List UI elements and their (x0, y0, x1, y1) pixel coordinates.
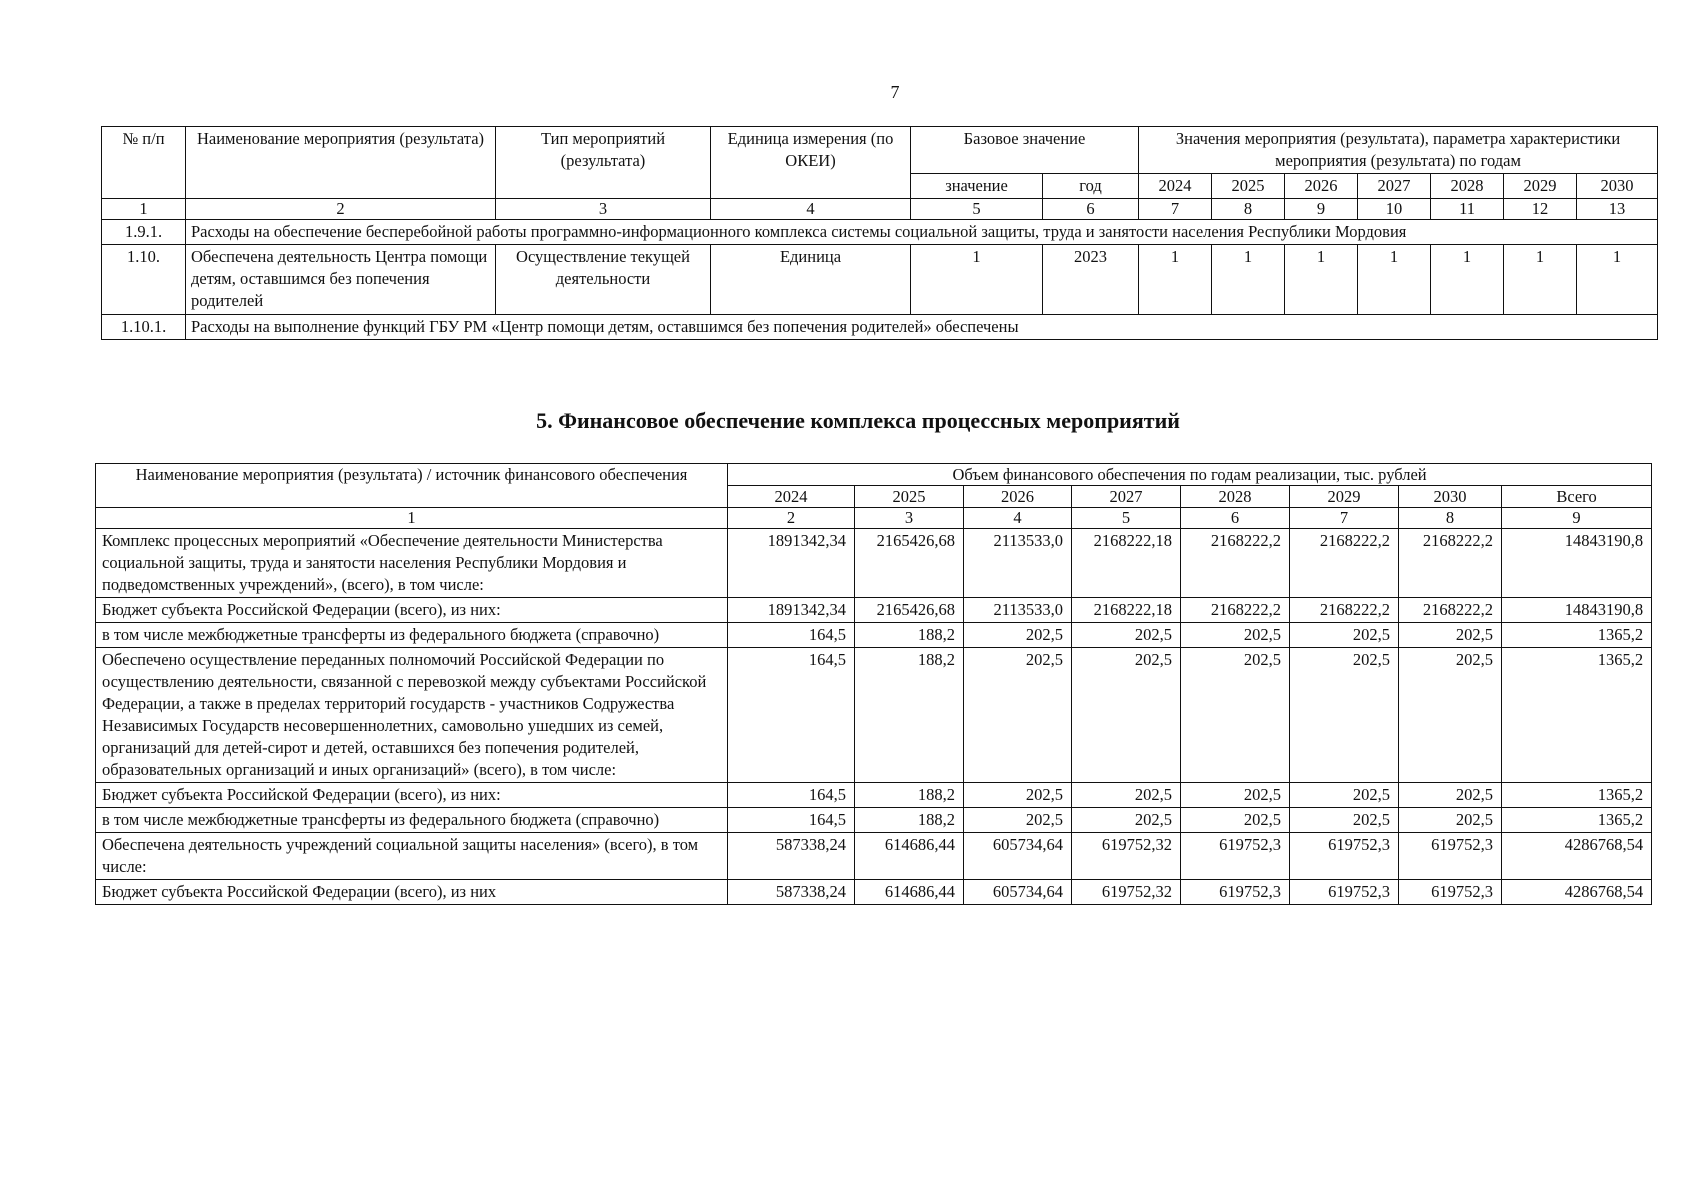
column-number: 5 (1072, 508, 1181, 529)
year-amount: 164,5 (728, 623, 855, 648)
column-number: 3 (855, 508, 964, 529)
column-number: 12 (1504, 199, 1577, 220)
year-value: 1 (1139, 245, 1212, 315)
year-amount: 202,5 (1290, 808, 1399, 833)
col-header-num: № п/п (102, 127, 186, 199)
column-number: 1 (96, 508, 728, 529)
column-number: 8 (1399, 508, 1502, 529)
financing-item-name: Комплекс процессных мероприятий «Обеспечение деятельности Министерства социальной защиты, труда и занятости населения Республики Мордовия и подведомственных учреждений», (всего), в том числе: (96, 529, 728, 598)
table-row (96, 529, 1652, 598)
header-row (102, 127, 1658, 174)
year-amount: 202,5 (1399, 808, 1502, 833)
year-amount: 1891342,34 (728, 529, 855, 598)
col-header-year: 2025 (855, 486, 964, 508)
row-description: Расходы на обеспечение бесперебойной работы программно-информационного комплекса системы социальной защиты, труда и занятости населения Республики Мордовия (186, 220, 1658, 245)
financing-item-name: Обеспечено осуществление переданных полномочий Российской Федерации по осуществлению деятельности, связанной с перевозкой между субъектами Российской Федерации, а также в пределах территорий государств - участников Содружества Независимых Государств несовершеннолетних, самовольно ушедших из семей, организаций для детей-сирот и детей, оставшихся без попечения родителей, образовательных организаций и иных организаций» (всего), в том числе: (96, 648, 728, 783)
column-number: 4 (711, 199, 911, 220)
year-amount: 619752,3 (1399, 833, 1502, 880)
year-amount: 188,2 (855, 808, 964, 833)
table-row (96, 833, 1652, 880)
total-value: 4286768,54 (1502, 880, 1652, 905)
year-amount: 164,5 (728, 783, 855, 808)
year-amount: 1891342,34 (728, 598, 855, 623)
column-number: 2 (728, 508, 855, 529)
col-header-total: Всего (1502, 486, 1652, 508)
column-number: 6 (1043, 199, 1139, 220)
year-amount: 202,5 (1181, 623, 1290, 648)
year-amount: 2165426,68 (855, 598, 964, 623)
year-amount: 202,5 (964, 808, 1072, 833)
year-amount: 605734,64 (964, 833, 1072, 880)
year-amount: 2113533,0 (964, 598, 1072, 623)
year-amount: 188,2 (855, 783, 964, 808)
year-amount: 202,5 (1181, 783, 1290, 808)
table-row (96, 808, 1652, 833)
year-amount: 619752,3 (1181, 833, 1290, 880)
col-header-year: 2026 (964, 486, 1072, 508)
event-type: Осуществление текущей деятельности (496, 245, 711, 315)
year-amount: 2168222,18 (1072, 529, 1181, 598)
year-amount: 2168222,2 (1181, 529, 1290, 598)
year-amount: 202,5 (1290, 783, 1399, 808)
total-value: 1365,2 (1502, 808, 1652, 833)
year-amount: 202,5 (1399, 648, 1502, 783)
col-header-year: 2030 (1577, 174, 1658, 199)
year-amount: 587338,24 (728, 833, 855, 880)
column-number: 9 (1502, 508, 1652, 529)
financing-item-name: в том числе межбюджетные трансферты из федерального бюджета (справочно) (96, 808, 728, 833)
col-header-year: 2029 (1290, 486, 1399, 508)
year-amount: 164,5 (728, 808, 855, 833)
year-amount: 202,5 (1181, 808, 1290, 833)
year-amount: 587338,24 (728, 880, 855, 905)
year-amount: 619752,3 (1290, 880, 1399, 905)
table-row (96, 783, 1652, 808)
year-value: 1 (1285, 245, 1358, 315)
year-amount: 2168222,18 (1072, 598, 1181, 623)
column-number: 5 (911, 199, 1043, 220)
year-amount: 202,5 (1399, 623, 1502, 648)
column-number-row (102, 199, 1658, 220)
col-header-type: Тип мероприятий (результата) (496, 127, 711, 199)
header-row (96, 464, 1652, 486)
year-amount: 2168222,2 (1290, 529, 1399, 598)
col-header-year: 2028 (1431, 174, 1504, 199)
section-title: 5. Финансовое обеспечение комплекса процессных мероприятий (536, 408, 1180, 433)
table-row (102, 245, 1658, 315)
total-value: 1365,2 (1502, 783, 1652, 808)
column-number-row (96, 508, 1652, 529)
year-amount: 619752,3 (1399, 880, 1502, 905)
year-amount: 2168222,2 (1181, 598, 1290, 623)
total-value: 14843190,8 (1502, 598, 1652, 623)
year-value: 1 (1358, 245, 1431, 315)
col-header-base-year: год (1043, 174, 1139, 199)
row-number: 1.10. (102, 245, 186, 315)
year-amount: 164,5 (728, 648, 855, 783)
col-header-year: 2027 (1358, 174, 1431, 199)
year-amount: 619752,3 (1290, 833, 1399, 880)
year-value: 1 (1431, 245, 1504, 315)
col-header-values: Значения мероприятия (результата), параметра характеристики мероприятия (результата) по годам (1139, 127, 1658, 174)
results-table (101, 126, 1658, 340)
financing-item-name: Обеспечена деятельность учреждений социальной защиты населения» (всего), в том числе: (96, 833, 728, 880)
row-description: Расходы на выполнение функций ГБУ РМ «Центр помощи детям, оставшимся без попечения родителей» обеспечены (186, 315, 1658, 340)
col-header-base: Базовое значение (911, 127, 1139, 174)
col-header-base-value: значение (911, 174, 1043, 199)
col-header-year: 2024 (1139, 174, 1212, 199)
year-amount: 202,5 (1399, 783, 1502, 808)
year-amount: 2168222,2 (1399, 598, 1502, 623)
year-amount: 202,5 (1290, 648, 1399, 783)
year-amount: 619752,3 (1181, 880, 1290, 905)
col-header-name: Наименование мероприятия (результата) (186, 127, 496, 199)
column-number: 10 (1358, 199, 1431, 220)
column-number: 6 (1181, 508, 1290, 529)
financing-table (95, 463, 1652, 905)
event-unit: Единица (711, 245, 911, 315)
financing-item-name: Бюджет субъекта Российской Федерации (всего), из них (96, 880, 728, 905)
year-amount: 619752,32 (1072, 880, 1181, 905)
col-header-unit: Единица измерения (по ОКЕИ) (711, 127, 911, 199)
year-amount: 202,5 (1290, 623, 1399, 648)
column-number: 8 (1212, 199, 1285, 220)
year-amount: 202,5 (964, 623, 1072, 648)
column-number: 2 (186, 199, 496, 220)
col-header-year: 2027 (1072, 486, 1181, 508)
financing-item-name: в том числе межбюджетные трансферты из федерального бюджета (справочно) (96, 623, 728, 648)
col-header-year: 2026 (1285, 174, 1358, 199)
year-amount: 619752,32 (1072, 833, 1181, 880)
row-number: 1.9.1. (102, 220, 186, 245)
year-value: 1 (1577, 245, 1658, 315)
year-amount: 188,2 (855, 648, 964, 783)
year-amount: 2165426,68 (855, 529, 964, 598)
table-row (96, 648, 1652, 783)
year-amount: 202,5 (1072, 808, 1181, 833)
column-number: 7 (1139, 199, 1212, 220)
year-amount: 202,5 (964, 648, 1072, 783)
year-amount: 202,5 (964, 783, 1072, 808)
year-value: 1 (1504, 245, 1577, 315)
year-amount: 202,5 (1181, 648, 1290, 783)
column-number: 13 (1577, 199, 1658, 220)
year-amount: 614686,44 (855, 880, 964, 905)
financing-item-name: Бюджет субъекта Российской Федерации (всего), из них: (96, 598, 728, 623)
col-header-year: 2030 (1399, 486, 1502, 508)
year-amount: 202,5 (1072, 623, 1181, 648)
column-number: 9 (1285, 199, 1358, 220)
col-header-year: 2029 (1504, 174, 1577, 199)
event-name: Обеспечена деятельность Центра помощи детям, оставшимся без попечения родителей (186, 245, 496, 315)
table-row (102, 315, 1658, 340)
year-amount: 188,2 (855, 623, 964, 648)
year-value: 1 (1212, 245, 1285, 315)
column-number: 11 (1431, 199, 1504, 220)
total-value: 14843190,8 (1502, 529, 1652, 598)
page-number: 7 (890, 82, 900, 102)
financing-item-name: Бюджет субъекта Российской Федерации (всего), из них: (96, 783, 728, 808)
base-year: 2023 (1043, 245, 1139, 315)
row-number: 1.10.1. (102, 315, 186, 340)
table-row (96, 880, 1652, 905)
total-value: 1365,2 (1502, 648, 1652, 783)
col-header-year: 2025 (1212, 174, 1285, 199)
column-number: 1 (102, 199, 186, 220)
column-number: 3 (496, 199, 711, 220)
year-amount: 2168222,2 (1290, 598, 1399, 623)
column-number: 7 (1290, 508, 1399, 529)
col-header-name: Наименование мероприятия (результата) / источник финансового обеспечения (96, 464, 728, 508)
col-header-volume: Объем финансового обеспечения по годам реализации, тыс. рублей (728, 464, 1652, 486)
base-value: 1 (911, 245, 1043, 315)
total-value: 4286768,54 (1502, 833, 1652, 880)
table-row (96, 623, 1652, 648)
year-amount: 605734,64 (964, 880, 1072, 905)
year-amount: 614686,44 (855, 833, 964, 880)
table-row (102, 220, 1658, 245)
col-header-year: 2028 (1181, 486, 1290, 508)
table-row (96, 598, 1652, 623)
financing-table-body (96, 529, 1652, 905)
total-value: 1365,2 (1502, 623, 1652, 648)
year-amount: 2113533,0 (964, 529, 1072, 598)
col-header-year: 2024 (728, 486, 855, 508)
column-number: 4 (964, 508, 1072, 529)
year-amount: 2168222,2 (1399, 529, 1502, 598)
year-amount: 202,5 (1072, 648, 1181, 783)
year-amount: 202,5 (1072, 783, 1181, 808)
